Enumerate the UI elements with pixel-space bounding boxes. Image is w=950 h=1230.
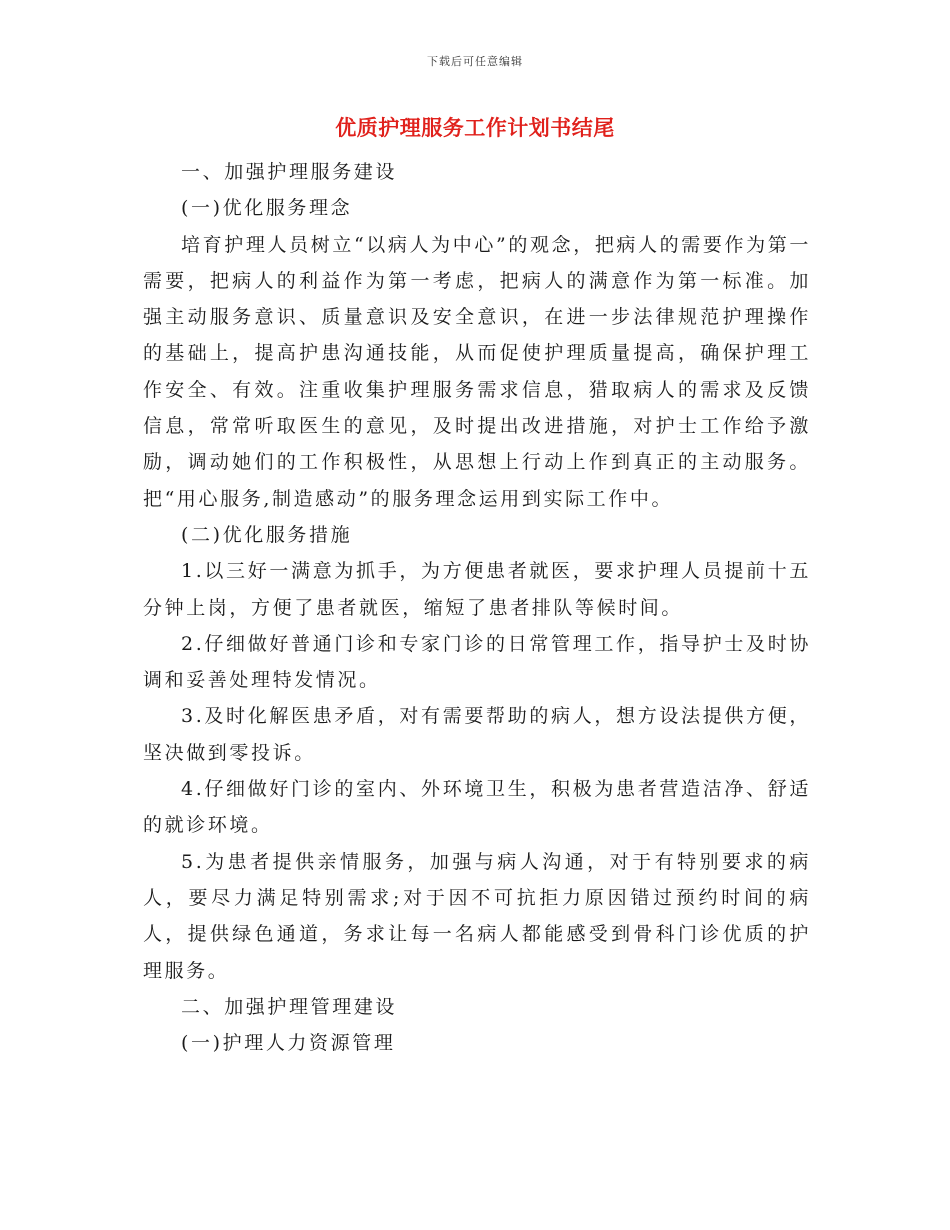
list-item-5: 5.为患者提供亲情服务，加强与病人沟通，对于有特别要求的病人，要尽力满足特别需求;对于因不可抗拒力原因错过预约时间的病人，提供绿色通道，务求让每一名病人都能感受到骨科门诊优质的护理服务。 xyxy=(143,850,811,982)
subsection-heading-1-1: (一)优化服务理念 xyxy=(181,197,353,220)
document-body xyxy=(143,154,811,1061)
list-item-1: 1.以三好一满意为抓手，为方便患者就医，要求护理人员提前十五分钟上岗，方便了患者就医，缩短了患者排队等候时间。 xyxy=(143,560,811,619)
subsection-heading-2-1: (一)护理人力资源管理 xyxy=(181,1032,396,1055)
list-item-2: 2.仔细做好普通门诊和专家门诊的日常管理工作，指导护士及时协调和妥善处理特发情况。 xyxy=(143,632,811,692)
list-item-4: 4.仔细做好门诊的室内、外环境卫生，积极为患者营造洁净、舒适的就诊环境。 xyxy=(143,778,811,837)
subsection-heading-1-2: (二)优化服务措施 xyxy=(181,523,353,546)
paragraph-service-philosophy: 培育护理人员树立“以病人为中心”的观念，把病人的需要作为第一需要，把病人的利益作为第一考虑，把病人的满意作为第一标准。加强主动服务意识、质量意识及安全意识，在进一步法律规范护理操作的基础上，提高护患沟通技能，从而促使护理质量提高，确保护理工作安全、有效。注重收集护理服务需求信息，猎取病人的需求及反馈信息，常常听取医生的意见，及时提出改进措施，对护士工作给予激励，调动她们的工作积极性，从思想上行动上作到真正的主动服务。把“用心服务,制造感动”的服务理念运用到实际工作中。 xyxy=(143,233,811,510)
list-item-3: 3.及时化解医患矛盾，对有需要帮助的病人，想方设法提供方便，坚决做到零投诉。 xyxy=(143,705,811,764)
section-heading-1: 一、加强护理服务建设 xyxy=(181,161,398,183)
page-header-note: 下载后可任意编辑 xyxy=(427,55,523,68)
section-heading-2: 二、加强护理管理建设 xyxy=(181,995,398,1018)
document-title: 优质护理服务工作计划书结尾 xyxy=(335,115,615,140)
